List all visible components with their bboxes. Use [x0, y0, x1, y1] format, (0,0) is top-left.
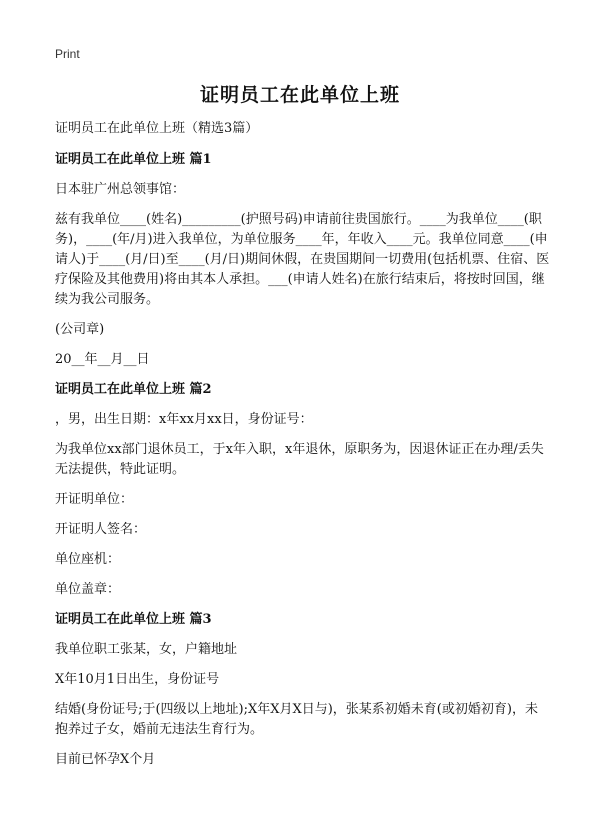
section-1-heading: 证明员工在此单位上班 篇1 — [55, 152, 212, 167]
section-2-stamp: 单位盖章： — [55, 582, 121, 597]
print-label[interactable]: Print — [55, 47, 80, 61]
section-1-salutation: 日本驻广州总领事馆： — [55, 182, 186, 197]
section-3-line-2: X年10月1日出生，身份证号 — [55, 672, 220, 687]
document-subtitle: 证明员工在此单位上班（精选3篇） — [55, 121, 259, 136]
document-content — [55, 119, 550, 779]
section-2-issuer-unit: 开证明单位： — [55, 492, 134, 507]
section-1-seal: (公司章) — [55, 322, 105, 337]
section-2-phone: 单位座机： — [55, 552, 121, 567]
section-3-body: 结婚(身份证号;于(四级以上地址);X年X月X日与)，张某系初婚未育(或初婚初育)，未抱养过子女，婚前无违法生育行为。 — [55, 702, 538, 737]
document-title: 证明员工在此单位上班 — [199, 84, 400, 106]
section-2-heading: 证明员工在此单位上班 篇2 — [55, 382, 212, 397]
section-2-issuer-signature: 开证明人签名： — [55, 522, 147, 537]
section-1-body: 兹有我单位____(姓名)_________(护照号码)申请前往贵国旅行。____为我单位____(职务)，____(年/月)进入我单位，为单位服务____年，年收入____元。我单位同意____(申请人)于____(月/日)至____(月/日)期间休假，在贵国期间一切费用(包括机票、住宿、医疗保险及其他费用)将由其本人承担。___(申请人姓名)在旅行结束后，将按时回国，继续为我公司服务。 — [55, 212, 550, 307]
section-2-line-1: ，男，出生日期：x年xx月xx日，身份证号： — [55, 412, 313, 427]
section-3-line-1: 我单位职工张某，女，户籍地址 — [55, 642, 238, 657]
section-3-heading: 证明员工在此单位上班 篇3 — [55, 612, 212, 627]
section-2-body: 为我单位xx部门退休员工，于x年入职，x年退休，原职务为，因退休证正在办理/丢失无法提供，特此证明。 — [55, 442, 544, 477]
section-1-date: 20__年__月__日 — [55, 352, 150, 367]
section-3-line-4: 目前已怀孕X个月 — [55, 752, 156, 767]
